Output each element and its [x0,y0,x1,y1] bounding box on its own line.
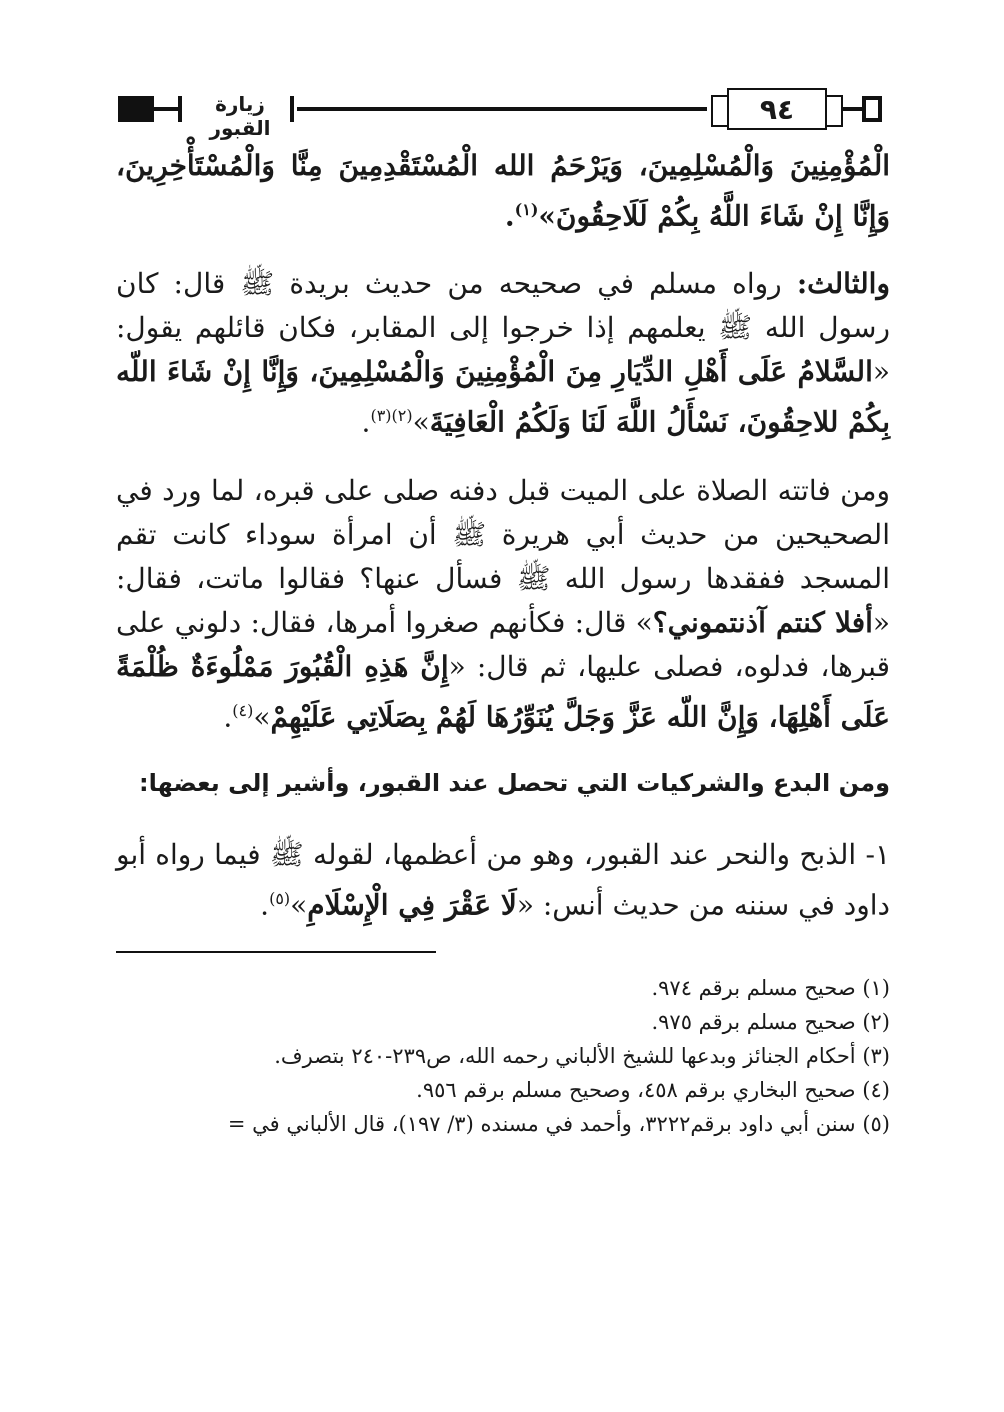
header-divider [290,96,294,122]
paragraph-3-text-2: » قال: فكأنهم صغروا أمرها، فقال: دلوني على قبرها، فدلوه، فصلى عليها، ثم قال: « [116,605,890,683]
footnote-ref: (٤) [232,700,254,720]
paragraph-4-text: ١- الذبح والنحر عند القبور، وهو من أعظمها، لقوله ﷺ فيما رواه أبو داود في سننه من حديث أنس: « [116,837,890,922]
paragraph-2-lead: والثالث: [796,267,890,301]
paragraph-1-text: الْمُؤْمِنِينَ وَالْمُسْلِمِينَ، وَيَرْحَمُ الله الْمُسْتَقْدِمِينَ مِنَّا وَالْمُسْتَأْخِرِينَ، وَإِنَّا إِنْ شَاءَ اللَّهُ بِكُمْ لَلَاحِقُونَ» [116,149,890,233]
paragraph-3-text: ومن فاتته الصلاة على الميت قبل دفنه صلى على قبره، لما ورد في الصحيحين من حديث أبي هريرة ﷺ أن امرأة سوداء كانت تقم المسجد ففقدها رسول الله ﷺ فسأل عنها؟ فقالوا ماتت، فقال: « [116,473,891,639]
hadith-quote: لَا عَقْرَ فِي الْإِسْلَامِ [307,888,517,922]
running-title: زيارة القبور [209,92,271,140]
header-divider [178,96,182,122]
header-rule [297,107,707,111]
footnote: (٤) صحيح البخاري برقم ٤٥٨، وصحيح مسلم برقم ٩٥٦. [416,1078,890,1103]
page-header [118,88,882,140]
footnote: (٥) سنن أبي داود برقم٣٢٢٢، وأحمد في مسنده (٣/ ١٩٧)، قال الألباني في = [227,1112,890,1137]
section-heading: ومن البدع والشركيات التي تحصل عند القبور، وأشير إلى بعضها: [139,768,890,797]
footnote-ref: (٥) [269,888,291,908]
footnote: (٣) أحكام الجنائز وبدعها للشيخ الألباني رحمه الله، ص٢٣٩-٢٤٠ بتصرف. [274,1044,890,1069]
header-ornament-box [862,96,882,122]
paragraph-3: ومن فاتته الصلاة على الميت قبل دفنه صلى على قبره، لما ورد في الصحيحين من حديث أبي هريرة ﷺ أن امرأة سوداء كانت تقم المسجد ففقدها رسول الله ﷺ فسأل عنها؟ فقالوا ماتت، فقال: «أفلا كنتم آذنتموني؟» قال: فكأنهم صغروا أمرها، فقال: دلوني على قبرها، فدلوه، فصلى عليها، ثم قال: «إِنَّ هَذِهِ الْقُبُورَ مَمْلُوءَةٌ ظُلْمَةً عَلَى أَهْلِهَا، وَإِنَّ اللّه عَزَّ وَجَلَّ يُنَوِّرُهَا لَهُمْ بِصَلَاتِي عَلَيْهِمْ»$^{(٤)}$. [116,473,891,733]
quote-close: » [412,405,430,439]
page-number: ٩٤ [727,88,827,130]
hadith-quote: السَّلامُ عَلَى أَهْلِ الدِّيَارِ مِنَ الْمُؤْمِنِينَ وَالْمُسْلِمِينَ، وَإِنَّا إِنْ شَاءَ اللّه بِكُمْ للاحِقُونَ، نَسْأَلُ اللَّهَ لَنَا وَلَكُمُ الْعَافِيَةَ [116,355,890,439]
footnote: (١) صحيح مسلم برقم ٩٧٤. [651,976,890,1001]
header-rule [842,107,862,111]
quote-close: » [253,699,271,733]
paragraph-1: الْمُؤْمِنِينَ وَالْمُسْلِمِينَ، وَيَرْحَمُ الله الْمُسْتَقْدِمِينَ مِنَّا وَالْمُسْتَأْخِرِينَ، وَإِنَّا إِنْ شَاءَ اللَّهُ بِكُمْ لَلَاحِقُونَ»$^{(١)}$. [116,149,890,233]
paragraph-4: ١- الذبح والنحر عند القبور، وهو من أعظمها، لقوله ﷺ فيما رواه أبو داود في سننه من حديث أنس: «لَا عَقْرَ فِي الْإِسْلَامِ»$^{(٥)}$. [116,837,890,922]
paragraph-2-text: رواه مسلم في صحيحه من حديث بريدة ﷺ قال: كان رسول الله ﷺ يعلمهم إذا خرجوا إلى المقابر، فكان قائلهم يقول: « [116,267,890,389]
footnote-ref: (٢)(٣) [370,406,413,426]
footnote-separator [116,951,436,953]
footnote: (٢) صحيح مسلم برقم ٩٧٥. [651,1010,890,1035]
footnotes [116,971,890,1141]
page-body [116,144,890,1141]
header-ornament-block [118,96,154,122]
header-rule [154,107,178,111]
footnote-ref: (١) [514,200,539,219]
quote-close: » [290,888,308,922]
hadith-quote: أفلا كنتم آذنتموني؟ [652,605,873,639]
paragraph-2: والثالث: رواه مسلم في صحيحه من حديث بريدة ﷺ قال: كان رسول الله ﷺ يعلمهم إذا خرجوا إلى المقابر، فكان قائلهم يقول: «السَّلامُ عَلَى أَهْلِ الدِّيَارِ مِنَ الْمُؤْمِنِينَ وَالْمُسْلِمِينَ، وَإِنَّا إِنْ شَاءَ اللّه بِكُمْ للاحِقُونَ، نَسْأَلُ اللَّهَ لَنَا وَلَكُمُ الْعَافِيَةَ»$^{(٢)(٣)}$. [116,267,890,439]
hadith-quote: إِنَّ هَذِهِ الْقُبُورَ مَمْلُوءَةٌ ظُلْمَةً عَلَى أَهْلِهَا، وَإِنَّ اللّه عَزَّ وَجَلَّ يُنَوِّرُهَا لَهُمْ بِصَلَاتِي عَلَيْهِمْ [116,649,890,733]
